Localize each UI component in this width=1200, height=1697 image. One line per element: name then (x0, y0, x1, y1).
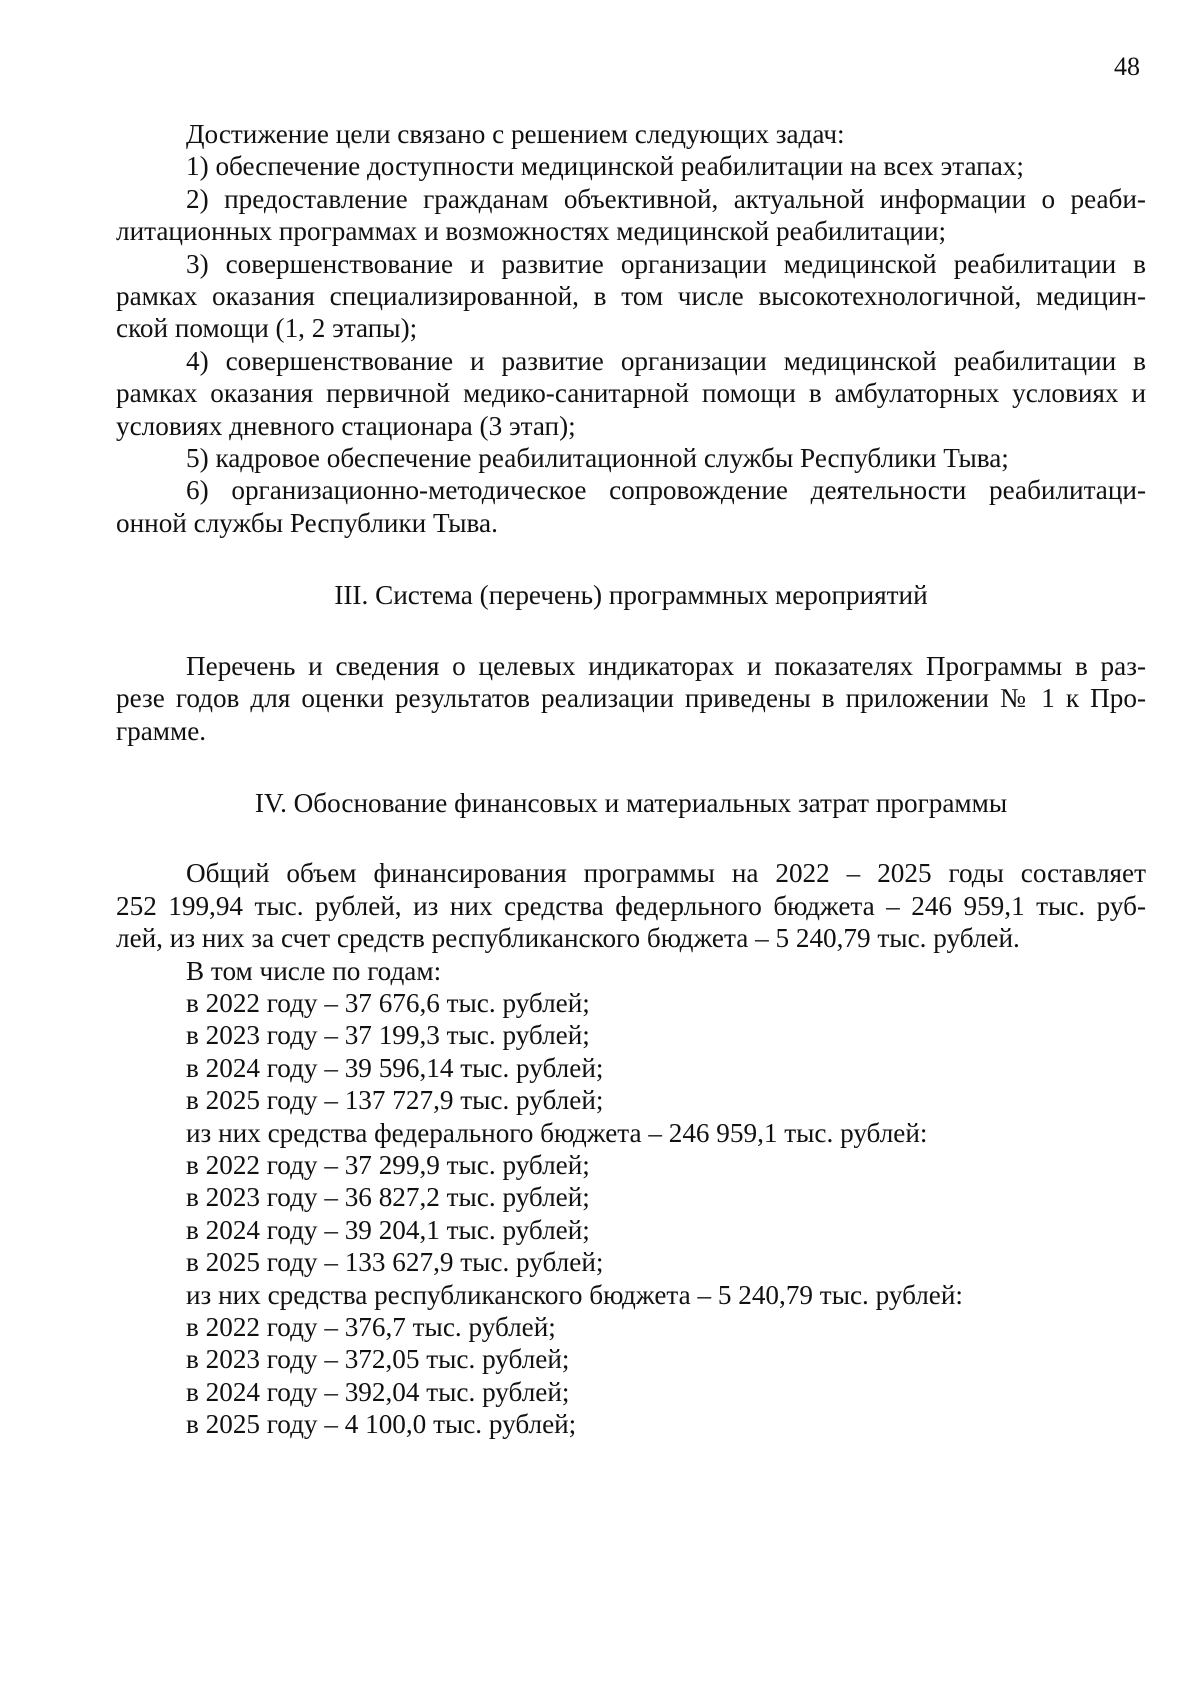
year-amount: в 2023 году – 36 827,2 тыс. рублей; (186, 1182, 590, 1213)
paragraph-line: лей, из них за счет средств республиканского бюджета – 5 240,79 тыс. рублей. (116, 923, 1020, 954)
task-line: 3) совершенствование и развитие организации медицинской реабилитации в (186, 248, 1146, 279)
task-line: ской помощи (1, 2 этапы); (116, 313, 418, 344)
by-years-label: В том числе по годам: (186, 955, 442, 986)
federal-budget-label: из них средства федерального бюджета – 246 959,1 тыс. рублей: (186, 1117, 928, 1148)
federal-by-year-list (116, 1149, 1146, 1279)
task-line: онной службы Республики Тыва. (116, 507, 498, 538)
paragraph-line: Общий объем финансирования программы на 2022 – 2025 годы составляет (186, 858, 1146, 889)
year-amount: в 2024 году – 39 596,14 тыс. рублей; (186, 1052, 604, 1083)
year-amount: в 2023 году – 37 199,3 тыс. рублей; (186, 1020, 590, 1051)
section-4-intro (116, 857, 1146, 954)
year-amount: в 2022 году – 37 299,9 тыс. рублей; (186, 1149, 590, 1180)
task-line: литационных программах и возможностях медицинской реабилитации; (116, 216, 947, 247)
paragraph-line: 252 199,94 тыс. рублей, из них средства федерльного бюджета – 246 959,1 тыс. руб- (116, 890, 1146, 921)
year-amount: в 2023 году – 372,05 тыс. рублей; (186, 1344, 570, 1375)
section-4-heading: IV. Обоснование финансовых и материальных затрат программы (254, 787, 1008, 818)
year-amount: в 2025 году – 133 627,9 тыс. рублей; (186, 1247, 604, 1278)
section-3-paragraph (116, 650, 1146, 747)
task-line: 6) организационно-методическое сопровождение деятельности реабилитаци- (186, 475, 1146, 506)
year-amount: в 2022 году – 376,7 тыс. рублей; (186, 1312, 556, 1342)
paragraph-line: Перечень и сведения о целевых индикаторах и показателях Программы в раз- (186, 650, 1146, 681)
page-number: 48 (1114, 52, 1140, 81)
tasks-intro: Достижение цели связано с решением следующих задач: (186, 119, 845, 149)
year-amount: в 2024 году – 392,04 тыс. рублей; (186, 1376, 570, 1407)
republic-budget-label: из них средства республиканского бюджета – 5 240,79 тыс. рублей: (186, 1279, 963, 1310)
year-amount: в 2025 году – 137 727,9 тыс. рублей; (186, 1085, 604, 1116)
year-amount: в 2022 году – 37 676,6 тыс. рублей; (186, 987, 590, 1018)
task-line: рамках оказания первичной медико-санитарной помощи в амбулаторных условиях и (116, 378, 1146, 409)
task-item (116, 183, 1146, 248)
task-line: рамках оказания специализированной, в том числе высокотехнологичной, медицин- (116, 281, 1146, 312)
task-item (116, 345, 1146, 442)
task-line: 1) обеспечение доступности медицинской реабилитации на всех этапах; (186, 151, 1024, 182)
page-content (116, 118, 1146, 1441)
task-line: 4) совершенствование и развитие организации медицинской реабилитации в (186, 345, 1146, 376)
section-3-heading: III. Система (перечень) программных мероприятий (334, 580, 928, 611)
tasks-list (116, 150, 1146, 539)
year-amount: в 2024 году – 39 204,1 тыс. рублей; (186, 1214, 590, 1245)
task-line: условиях дневного стационара (3 этап); (116, 410, 576, 441)
task-line: 5) кадровое обеспечение реабилитационной службы Республики Тыва; (186, 443, 1009, 474)
paragraph-line: резе годов для оценки результатов реализации приведены в приложении № 1 к Про- (116, 683, 1146, 714)
task-line: 2) предоставление гражданам объективной, актуальной информации о реаби- (186, 183, 1146, 214)
task-item (116, 474, 1146, 539)
republic-by-year-list (116, 1311, 1146, 1441)
task-item (116, 248, 1146, 345)
total-by-year-list (116, 987, 1146, 1117)
year-amount: в 2025 году – 4 100,0 тыс. рублей; (186, 1409, 577, 1440)
task-item (116, 442, 1146, 474)
task-item (116, 150, 1146, 182)
paragraph-line: грамме. (116, 715, 207, 746)
